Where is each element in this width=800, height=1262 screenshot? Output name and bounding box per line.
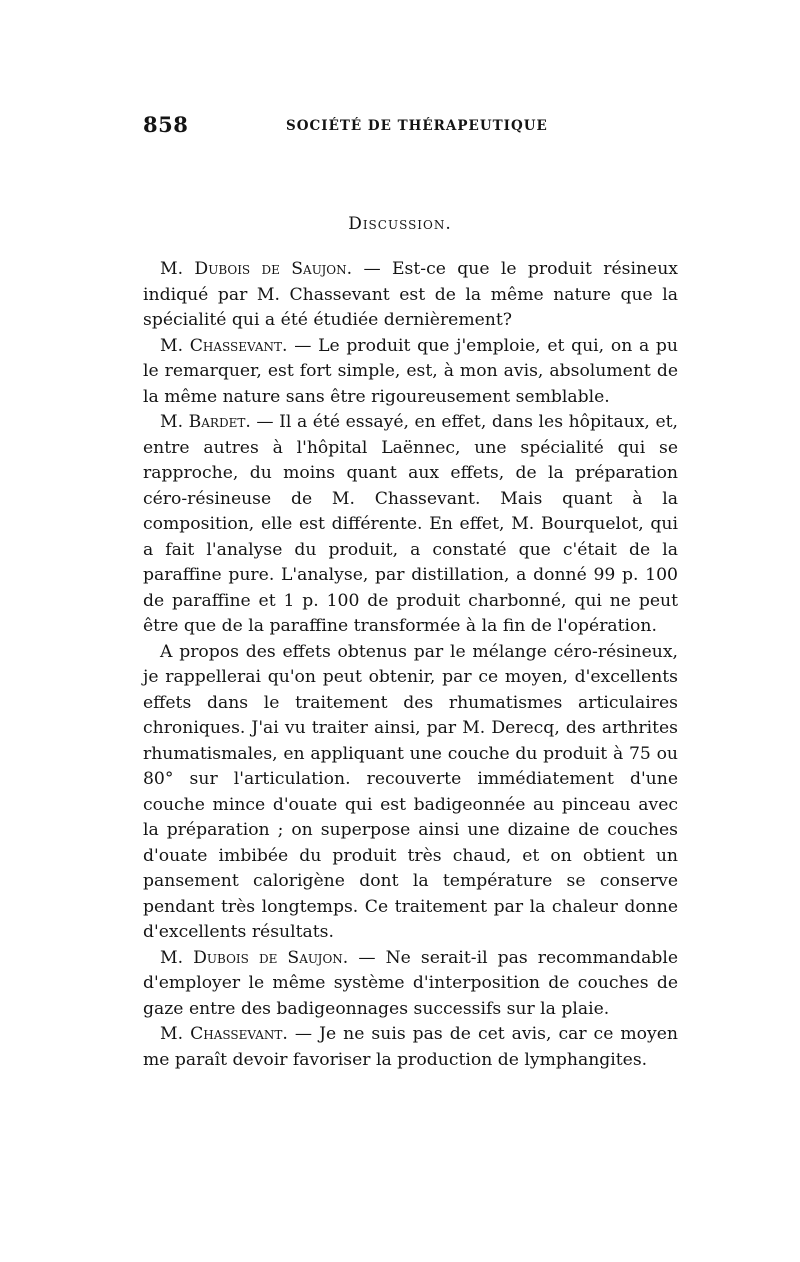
paragraph-bardet-remark [143, 410, 678, 640]
speaker-name: M. Chassevant. [160, 1024, 288, 1044]
speaker-name: M. Dubois de Saujon. [160, 259, 353, 279]
paragraph-text: — Le produit que j'emploie, et qui, on a pu le remarquer, est fort simple, est, à mon avis, absolument de la même nature sans être rigoureusement semblable. [143, 335, 678, 407]
paragraph-chassevant-reply [143, 334, 678, 411]
speaker-name: M. Bardet. [160, 412, 251, 432]
paragraph-text: — Il a été essayé, en effet, dans les hôpitaux, et, entre autres à l'hôpital Laënnec, une spécialité qui se rapproche, du moins quant aux effets, de la préparation céro-résineuse de M. Chassevant. Mais quant à la composition, elle est différente. En effet, M. Bourquelot, qui a fait l'analyse du produit, a constaté que c'était de la paraffine pure. L'analyse, par distillation, a donné 99 p. 100 de paraffine et 1 p. 100 de produit charbonné, qui ne peut être que de la paraffine transformée à la fin de l'opération. [143, 412, 678, 636]
paragraph-dubois-followup [143, 946, 678, 1023]
page-number: 858 [143, 112, 189, 137]
paragraph-text: A propos des effets obtenus par le mélange céro-résineux, je rappellerai qu'on peut obtenir, par ce moyen, d'excellents effets dans le traitement des rhumatismes articulaires chroniques. J'ai vu traiter ainsi, par M. Derecq, des arthrites rhumatismales, en appliquant une couche du produit à 75 ou 80° sur l'articulation. recouverte immédiatement d'une couche mince d'ouate qui est badigeonnée au pinceau avec la préparation ; on superpose ainsi une dizaine de couches d'ouate imbibée du produit très chaud, et on obtient un pansement calorigène dont la température se conserve pendant très longtemps. Ce traitement par la chaleur donne d'excellents résultats. [143, 641, 678, 942]
paragraph-text: — Est-ce que le produit résineux indiqué par M. Chassevant est de la même nature que la spécialité qui a été étudiée dernièrement? [143, 259, 678, 330]
running-head [143, 112, 678, 142]
section-heading: Discussion. [348, 214, 452, 234]
paragraph-dubois-question [143, 257, 678, 334]
running-title: SOCIÉTÉ DE THÉRAPEUTIQUE [286, 118, 548, 134]
discussion-body [143, 257, 678, 1073]
paragraph-text: — Je ne suis pas de cet avis, car ce moyen me paraît devoir favoriser la production de lymphangites. [143, 1024, 678, 1070]
paragraph-chassevant-final [143, 1022, 678, 1073]
speaker-name: M. Chassevant. [160, 335, 288, 356]
speaker-name: M. Dubois de Saujon. [160, 947, 349, 968]
paragraph-bardet-continued [143, 640, 678, 946]
paragraph-text: — Ne serait-il pas recommandable d'employer le même système d'interposition de couches de gaze entre des badigeonnages successifs sur la plaie. [143, 947, 678, 1019]
